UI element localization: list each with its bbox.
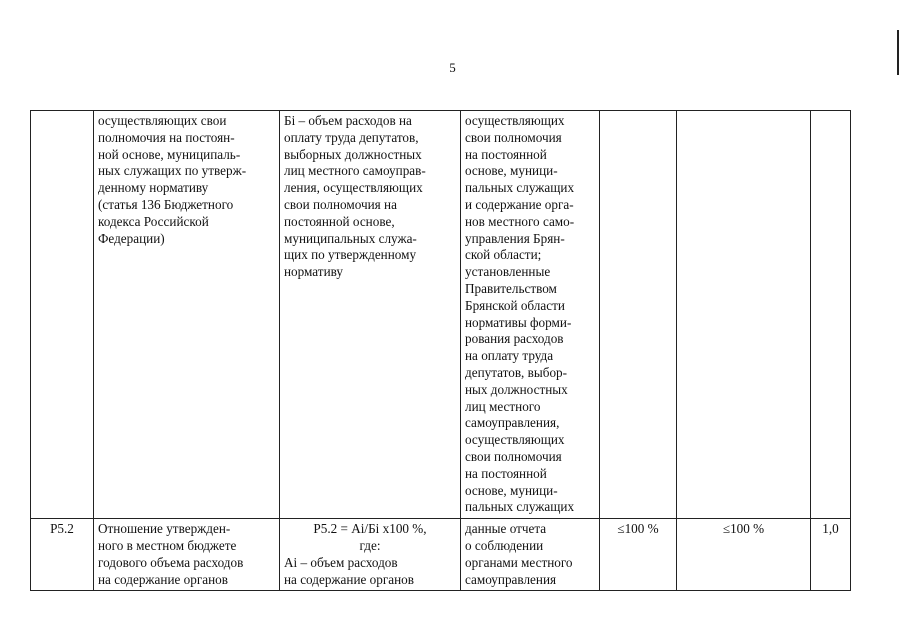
- row1-formula-lines: [284, 113, 456, 281]
- cell-text-line: свои полномочия: [465, 129, 562, 145]
- row1-source-cell: [461, 111, 600, 519]
- cell-text-line: ской области;: [465, 247, 542, 263]
- row1-description-cell: [94, 111, 280, 519]
- cell-text-line: рования расходов: [465, 331, 564, 347]
- cell-text-line: основе, муници-: [465, 482, 558, 498]
- cell-text-line: Федерации): [98, 230, 165, 246]
- row2-description-cell: [94, 519, 280, 591]
- cell-text-line: лиц местного: [465, 398, 541, 414]
- cell-text-line: пальных служащих: [465, 499, 575, 515]
- cell-text-line: пальных служащих: [465, 180, 575, 196]
- cell-text-line: самоуправления: [465, 571, 557, 587]
- cell-text-line: Отношение утвержден-: [98, 521, 231, 537]
- cell-text-line: ления, осуществляющих: [284, 180, 423, 196]
- row1-target-cell: [677, 111, 811, 519]
- cell-text-line: депутатов, выбор-: [465, 364, 568, 380]
- cell-text-line: Правительством: [465, 280, 557, 296]
- cell-text-line: осуществляющих свои: [98, 113, 227, 128]
- cell-text-line: на постоянной: [465, 465, 547, 481]
- cell-text-line: самоуправления,: [465, 415, 560, 431]
- table-row: [31, 519, 851, 591]
- row2-description-lines: [98, 521, 275, 588]
- row2-formula-lines: [284, 555, 456, 589]
- cell-text-line: органами местного: [465, 554, 573, 570]
- cell-text-line: нормативы форми-: [465, 314, 572, 330]
- page-number: 5: [449, 60, 456, 75]
- cell-text-line: основе, муници-: [465, 163, 558, 179]
- cell-text-line: полномочия на постоян-: [98, 129, 235, 145]
- cell-text-line: ного в местном бюджете: [98, 537, 237, 553]
- page-edge-mark: [897, 30, 899, 75]
- row2-source-lines: [465, 521, 595, 588]
- row1-index-cell: [31, 111, 94, 519]
- cell-text-line: осуществляющих: [465, 113, 565, 128]
- cell-text-line: оплату труда депутатов,: [284, 129, 419, 145]
- row1-description-lines: [98, 113, 275, 247]
- cell-text-line: денному нормативу: [98, 180, 209, 196]
- cell-text-line: свои полномочия на: [284, 196, 397, 212]
- cell-text-line: данные отчета: [465, 521, 547, 537]
- row1-weight-cell: [811, 111, 851, 519]
- cell-text-line: нов местного само-: [465, 213, 575, 229]
- cell-text-line: Аi – объем расходов: [284, 554, 398, 570]
- row2-formula: Р5.2 = Аi/Бi х100 %,: [313, 521, 427, 537]
- cell-text-line: выборных должностных: [284, 146, 422, 162]
- cell-text-line: Бi – объем расходов на: [284, 113, 412, 128]
- cell-text-line: ных должностных: [465, 381, 568, 397]
- cell-text-line: на содержание органов: [98, 571, 228, 587]
- cell-text-line: ной основе, муниципаль-: [98, 146, 241, 162]
- cell-text-line: муниципальных служа-: [284, 230, 417, 246]
- row1-source-lines: [465, 113, 595, 516]
- cell-text-line: лиц местного самоуправ-: [284, 163, 426, 179]
- cell-text-line: постоянной основе,: [284, 213, 395, 229]
- cell-text-line: на оплату труда: [465, 348, 554, 364]
- cell-text-line: и содержание орга-: [465, 196, 574, 212]
- row2-threshold-cell: ≤100 %: [600, 519, 677, 591]
- cell-text-line: ных служащих по утверж-: [98, 163, 247, 179]
- cell-text-line: кодекса Российской: [98, 213, 209, 229]
- cell-text-line: на постоянной: [465, 146, 547, 162]
- table-row: [31, 111, 851, 519]
- cell-text-line: установленные: [465, 264, 551, 280]
- cell-text-line: Брянской области: [465, 297, 565, 313]
- row2-target-cell: ≤100 %: [677, 519, 811, 591]
- cell-text-line: щих по утвержденному: [284, 247, 417, 263]
- cell-text-line: нормативу: [284, 264, 344, 280]
- row1-formula-cell: [280, 111, 461, 519]
- cell-text-line: на содержание органов: [284, 571, 414, 587]
- cell-text-line: осуществляющих: [465, 432, 565, 448]
- row2-index-cell: Р5.2: [31, 519, 94, 591]
- row2-formula-where: где:: [359, 537, 381, 553]
- row2-weight-cell: 1,0: [811, 519, 851, 591]
- cell-text-line: годового объема расходов: [98, 554, 244, 570]
- cell-text-line: управления Брян-: [465, 230, 565, 246]
- criteria-table: [30, 110, 851, 591]
- cell-text-line: свои полномочия: [465, 448, 562, 464]
- cell-text-line: о соблюдении: [465, 537, 544, 553]
- cell-text-line: (статья 136 Бюджетного: [98, 196, 234, 212]
- row1-threshold-cell: [600, 111, 677, 519]
- row2-source-cell: [461, 519, 600, 591]
- row2-formula-cell: [280, 519, 461, 591]
